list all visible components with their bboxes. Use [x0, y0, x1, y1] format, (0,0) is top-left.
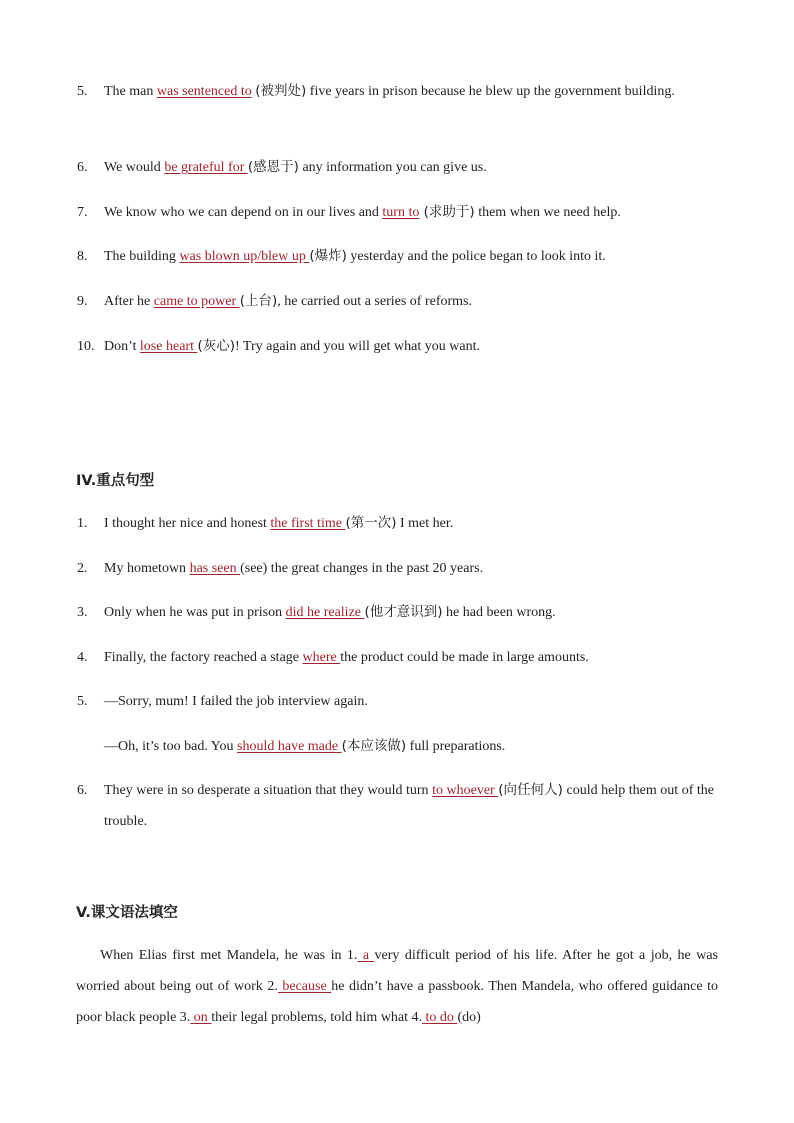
item-text: —Sorry, mum! I failed the job interview again. [104, 694, 368, 709]
paragraph-text: (do) [457, 1010, 481, 1025]
cloze-blank-3: on [190, 1010, 212, 1025]
paragraph-text: he didn’t have a passbook. Then Mandela, who offered guidance to poor black people 3. [76, 979, 718, 1025]
item-text [104, 286, 714, 317]
item-text-before: We would [104, 160, 165, 175]
item-text-before: They were in so desperate a situation that they would turn [104, 783, 433, 798]
item-text-after: (see) the great changes in the past 20 years. [240, 561, 484, 576]
item-text [104, 642, 714, 673]
chinese-hint: (本应该做) [341, 738, 407, 754]
answer-blank: lose heart [139, 339, 198, 354]
item-text-before: After he [104, 294, 154, 309]
chinese-hint: (被判处) [255, 83, 307, 99]
item-number: 1. [77, 516, 88, 531]
item-number: 7. [77, 205, 88, 220]
item-text-after: I met her. [396, 516, 454, 531]
answer-blank: was blown up/blew up [179, 249, 310, 264]
cloze-blank-1: a [357, 948, 375, 963]
section-heading: V.课文语法填空 [76, 905, 178, 921]
answer-blank: the first time [270, 516, 346, 531]
paragraph-text: their legal problems, told him what 4. [211, 1010, 423, 1025]
item-text-after: full preparations. [406, 739, 506, 754]
item-text [104, 597, 714, 628]
chinese-hint: (向任何人) [498, 782, 563, 798]
item-text-after: the product could be made in large amounts. [340, 650, 589, 665]
item-number: 3. [77, 605, 88, 620]
item-number: 6. [77, 783, 88, 798]
chinese-hint: (爆炸) [309, 248, 347, 264]
item-text-before: I thought her nice and honest [104, 516, 271, 531]
answer-blank: where [302, 650, 341, 665]
item-text-after: yesterday and the police began to look into it. [346, 249, 606, 264]
paragraph-text: very difficult period of his life. After he got a job, he was worried about being out of work 2. [76, 948, 718, 994]
item-text-after: ! Try again and you will get what you want. [235, 339, 480, 354]
item-text-before: —Oh, it’s too bad. You [104, 739, 238, 754]
item-text-before: Only when he was put in prison [104, 605, 286, 620]
item-text-before: The building [104, 249, 180, 264]
item-text-before: Don’t [104, 339, 140, 354]
item-number: 5. [77, 694, 88, 709]
item-number: 6. [77, 160, 88, 175]
cloze-blank-2: because [277, 979, 332, 994]
chinese-hint: (感恩于) [247, 159, 299, 175]
answer-blank: turn to [382, 205, 420, 220]
item-text-after: he had been wrong. [442, 605, 556, 620]
chinese-hint: (他才意识到) [364, 604, 443, 620]
item-text-before: Finally, the factory reached a stage [104, 650, 303, 665]
answer-blank: be grateful for [164, 160, 248, 175]
item-text-before: The man [104, 84, 157, 99]
answer-blank: came to power [153, 294, 240, 309]
answer-blank: has seen [189, 561, 241, 576]
item-text [104, 731, 714, 762]
item-text-after: any information you can give us. [298, 160, 487, 175]
paragraph-text: When Elias first met Mandela, he was in 1. [100, 948, 358, 963]
item-text [104, 152, 714, 183]
cloze-paragraph [76, 940, 718, 1033]
chinese-hint: (灰心) [197, 338, 235, 354]
item-text-after: , he carried out a series of reforms. [277, 294, 472, 309]
answer-blank: should have made [237, 739, 342, 754]
item-text-after: five years in prison because he blew up the government building. [306, 84, 675, 99]
item-text [104, 76, 714, 107]
chinese-hint: (上台) [239, 293, 278, 309]
item-text [104, 775, 714, 837]
item-number: 2. [77, 561, 88, 576]
item-text [104, 553, 714, 584]
item-number: 10. [77, 339, 95, 354]
answer-blank: did he realize [285, 605, 365, 620]
item-text [104, 197, 714, 228]
item-text-before: We know who we can depend on in our lives and [104, 205, 383, 220]
item-text-before: My hometown [104, 561, 190, 576]
item-number: 8. [77, 249, 88, 264]
answer-blank: to whoever [432, 783, 499, 798]
item-number: 4. [77, 650, 88, 665]
item-text [104, 331, 714, 362]
item-text-after: them when we need help. [474, 205, 621, 220]
section-heading: IV.重点句型 [76, 473, 155, 489]
cloze-blank-4: to do [422, 1010, 458, 1025]
item-text-after: could help them out of the trouble. [104, 783, 714, 829]
item-number: 9. [77, 294, 88, 309]
item-text [104, 241, 714, 272]
chinese-hint: (第一次) [345, 515, 397, 531]
item-number: 5. [77, 84, 88, 99]
item-text [104, 508, 714, 539]
chinese-hint: (求助于) [419, 204, 475, 220]
answer-blank: was sentenced to [156, 84, 252, 99]
